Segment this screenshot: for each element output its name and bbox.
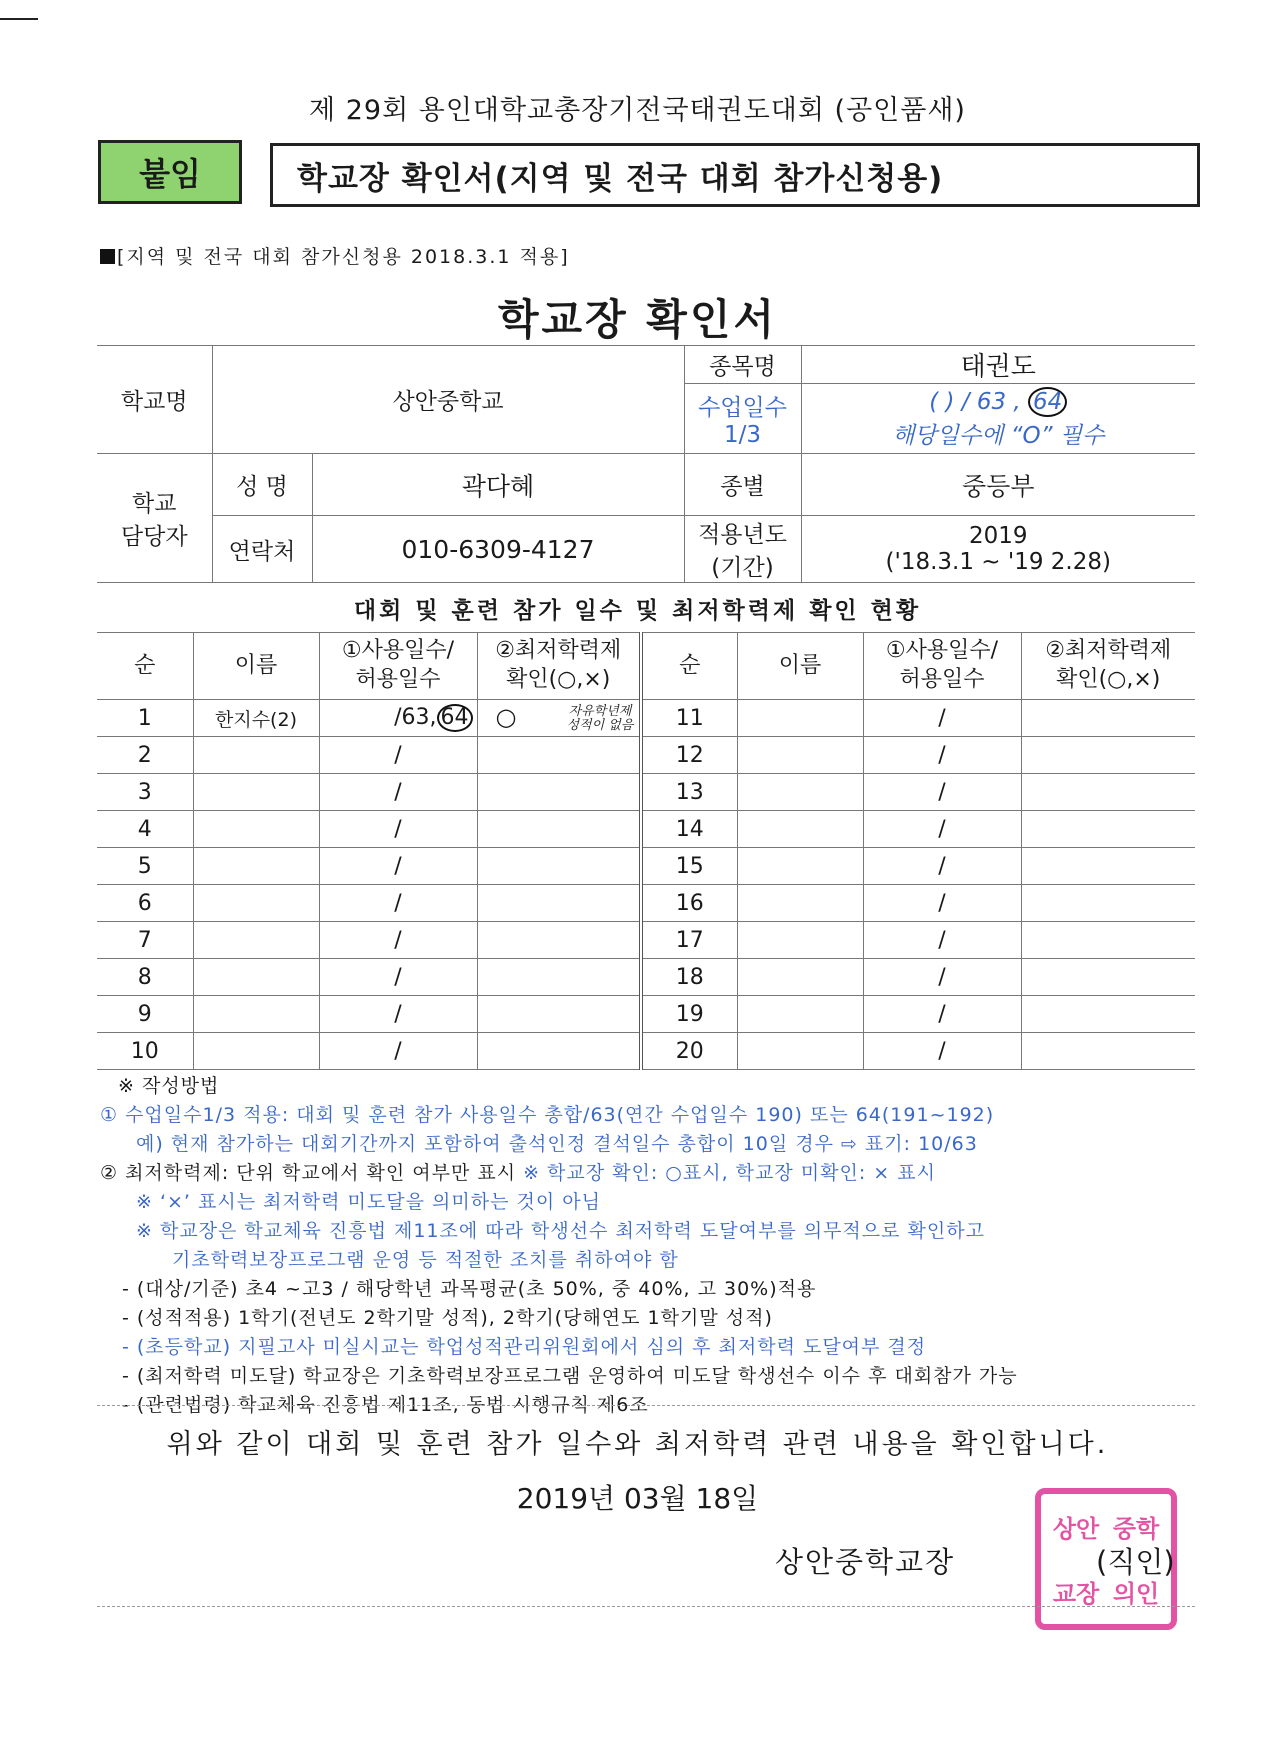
class-days-label: 수업일수 1/3	[684, 384, 801, 454]
row-min	[1021, 959, 1195, 996]
row-no: 2	[97, 737, 193, 774]
contact-value: 010-6309-4127	[312, 516, 684, 583]
principal-name: 상안중학교장	[775, 1545, 956, 1579]
event-title: 제 29회 용인대학교총장기전국태권도대회 (공인품새)	[309, 95, 966, 126]
attachment-label: 붙임	[98, 140, 242, 204]
row-days: /	[863, 848, 1021, 885]
circled-value: 64	[1028, 387, 1067, 417]
table-row	[97, 996, 1195, 1033]
row-name	[737, 737, 863, 774]
sport-label: 종목명	[684, 346, 801, 384]
row-name	[193, 811, 319, 848]
table-row	[97, 774, 1195, 811]
row-min	[1021, 1033, 1195, 1070]
row-no: 20	[641, 1033, 737, 1070]
row-days: /	[863, 996, 1021, 1033]
year-label: 적용년도 (기간)	[684, 516, 801, 583]
table-row	[97, 848, 1195, 885]
row-min	[477, 774, 641, 811]
confirm-date: 2019년 03월 18일	[516, 1482, 759, 1515]
row-min	[477, 848, 641, 885]
row-days: /63, 64	[319, 700, 477, 737]
table-row	[97, 959, 1195, 996]
detail-1: - (대상/기준) 초4 ~고3 / 해당학년 과목평균(초 50%, 중 40%, 고 30%)적용	[122, 1278, 817, 1300]
row-min	[477, 737, 641, 774]
row-no: 13	[641, 774, 737, 811]
detail-3: - (초등학교) 지필고사 미실시교는 학업성적관리위원회에서 심의 후 최저학력 도달여부 결정	[122, 1336, 927, 1358]
corner-mark	[0, 0, 38, 20]
header-no: 순	[641, 633, 737, 700]
year-value: 2019 ('18.3.1 ~ '19 2.28)	[801, 516, 1195, 583]
class-days-value: ( ) / 63 , 64 해당일수에 “O” 필수	[801, 384, 1195, 454]
row-name	[737, 848, 863, 885]
participation-table	[97, 632, 1195, 1070]
note-1a: ① 수업일수1/3 적용: 대회 및 훈련 참가 사용일수 총합/63(연간 수업일수 190) 또는 64(191~192)	[100, 1104, 995, 1126]
row-name	[193, 1033, 319, 1070]
row-min	[477, 959, 641, 996]
school-label: 학교명	[97, 346, 212, 454]
row-no: 8	[97, 959, 193, 996]
section-title: 대회 및 훈련 참가 일수 및 최저학력제 확인 현황	[353, 598, 922, 624]
row-min	[1021, 996, 1195, 1033]
row-min	[477, 1033, 641, 1070]
row-no: 7	[97, 922, 193, 959]
row-no: 9	[97, 996, 193, 1033]
row-min	[477, 811, 641, 848]
row-name	[737, 959, 863, 996]
row-name	[193, 848, 319, 885]
row-name	[737, 811, 863, 848]
row-no: 16	[641, 885, 737, 922]
row-min	[1021, 885, 1195, 922]
note-4b: 기초학력보장프로그램 운영 등 적절한 조치를 취하여야 함	[172, 1249, 679, 1271]
row-no: 4	[97, 811, 193, 848]
row-no: 10	[97, 1033, 193, 1070]
row-days: /	[863, 959, 1021, 996]
staff-label: 학교 담당자	[97, 454, 212, 583]
category-label: 종별	[684, 454, 801, 516]
row-name	[737, 774, 863, 811]
row-no: 14	[641, 811, 737, 848]
row-no: 19	[641, 996, 737, 1033]
row-name	[737, 700, 863, 737]
row-name	[737, 885, 863, 922]
row-days: /	[319, 737, 477, 774]
table-row	[97, 811, 1195, 848]
header-min: ②최저학력제 확인(○,×)	[477, 633, 641, 700]
row-days: /	[863, 700, 1021, 737]
header-name: 이름	[193, 633, 319, 700]
row-name	[193, 774, 319, 811]
table-row	[97, 700, 1195, 737]
row-min	[1021, 700, 1195, 737]
row-days: /	[319, 774, 477, 811]
detail-5: - (관련법령) 학교체육 진흥법 제11조, 동법 시행규칙 제6조	[122, 1394, 649, 1416]
divider	[97, 1405, 1195, 1406]
name-value: 곽다혜	[312, 454, 684, 516]
row-days: /	[863, 737, 1021, 774]
row-days: /	[319, 996, 477, 1033]
row-days: /	[863, 885, 1021, 922]
row-no: 3	[97, 774, 193, 811]
instructions	[100, 1072, 1210, 1420]
header-days: ①사용일수/ 허용일수	[863, 633, 1021, 700]
info-table	[97, 345, 1195, 583]
row-no: 17	[641, 922, 737, 959]
row-min	[477, 996, 641, 1033]
row-min: ○ 자유학년제 성적이 없음	[477, 700, 641, 737]
note-1b: 예) 현재 참가하는 대회기간까지 포함하여 출석인정 결석일수 총합이 10일 경우 ⇨ 표기: 10/63	[136, 1133, 978, 1155]
detail-4: - (최저학력 미도달) 학교장은 기초학력보장프로그램 운영하여 미도달 학생선수 이수 후 대회참가 가능	[122, 1365, 1018, 1387]
row-days: /	[319, 922, 477, 959]
row-min	[1021, 774, 1195, 811]
header-name: 이름	[737, 633, 863, 700]
official-seal: 상안 중학 교장 의인	[1035, 1488, 1177, 1630]
row-min	[1021, 811, 1195, 848]
header-days: ①사용일수/ 허용일수	[319, 633, 477, 700]
row-no: 1	[97, 700, 193, 737]
row-no: 12	[641, 737, 737, 774]
row-no: 6	[97, 885, 193, 922]
square-bullet-icon	[100, 249, 115, 264]
row-name	[193, 996, 319, 1033]
row-days: /	[319, 848, 477, 885]
row-no: 5	[97, 848, 193, 885]
form-heading: 학교장 확인서(지역 및 전국 대회 참가신청용)	[270, 143, 1200, 207]
row-days: /	[863, 1033, 1021, 1070]
confirm-text: 위와 같이 대회 및 훈련 참가 일수와 최저학력 관련 내용을 확인합니다.	[166, 1429, 1109, 1460]
contact-label: 연락처	[212, 516, 312, 583]
school-value: 상안중학교	[212, 346, 684, 454]
row-days: /	[863, 922, 1021, 959]
divider	[97, 1606, 1195, 1607]
row-name	[737, 1033, 863, 1070]
row-no: 15	[641, 848, 737, 885]
handwritten-memo: 자유학년제 성적이 없음	[566, 703, 634, 733]
row-min	[1021, 922, 1195, 959]
row-days: /	[319, 811, 477, 848]
row-days: /	[863, 774, 1021, 811]
row-days: /	[319, 959, 477, 996]
sport-value: 태권도	[801, 346, 1195, 384]
note-3: ※ ‘×’ 표시는 최저학력 미도달을 의미하는 것이 아님	[136, 1191, 601, 1213]
row-min	[1021, 848, 1195, 885]
row-no: 11	[641, 700, 737, 737]
header-min: ②최저학력제 확인(○,×)	[1021, 633, 1195, 700]
notes-heading: ※ 작성방법	[118, 1075, 220, 1097]
table-row	[97, 922, 1195, 959]
row-name	[193, 959, 319, 996]
row-days: /	[863, 811, 1021, 848]
row-name	[737, 922, 863, 959]
table-row	[97, 885, 1195, 922]
circled-value: 64	[437, 704, 473, 732]
note-4a: ※ 학교장은 학교체육 진흥법 제11조에 따라 학생선수 최저학력 도달여부를 의무적으로 확인하고	[136, 1220, 985, 1242]
table-row	[97, 1033, 1195, 1070]
document-title: 학교장 확인서	[497, 295, 778, 344]
sub-note: [지역 및 전국 대회 참가신청용 2018.3.1 적용]	[100, 242, 570, 269]
row-no: 18	[641, 959, 737, 996]
category-value: 중등부	[801, 454, 1195, 516]
seal-label: (직인)	[1096, 1545, 1175, 1579]
row-name	[193, 737, 319, 774]
row-name	[737, 996, 863, 1033]
row-name	[193, 922, 319, 959]
detail-2: - (성적적용) 1학기(전년도 2학기말 성적), 2학기(당해연도 1학기말 성적)	[122, 1307, 773, 1329]
header-no: 순	[97, 633, 193, 700]
row-name: 한지수(2)	[193, 700, 319, 737]
row-days: /	[319, 885, 477, 922]
row-days: /	[319, 1033, 477, 1070]
row-min	[1021, 737, 1195, 774]
table-row	[97, 737, 1195, 774]
class-days-note: 해당일수에 “O” 필수	[892, 423, 1105, 450]
row-name	[193, 885, 319, 922]
name-label: 성 명	[212, 454, 312, 516]
row-min	[477, 922, 641, 959]
note-2: ② 최저학력제: 단위 학교에서 확인 여부만 표시 ※ 학교장 확인: ○표시, 학교장 미확인: × 표시	[100, 1162, 936, 1184]
row-min	[477, 885, 641, 922]
